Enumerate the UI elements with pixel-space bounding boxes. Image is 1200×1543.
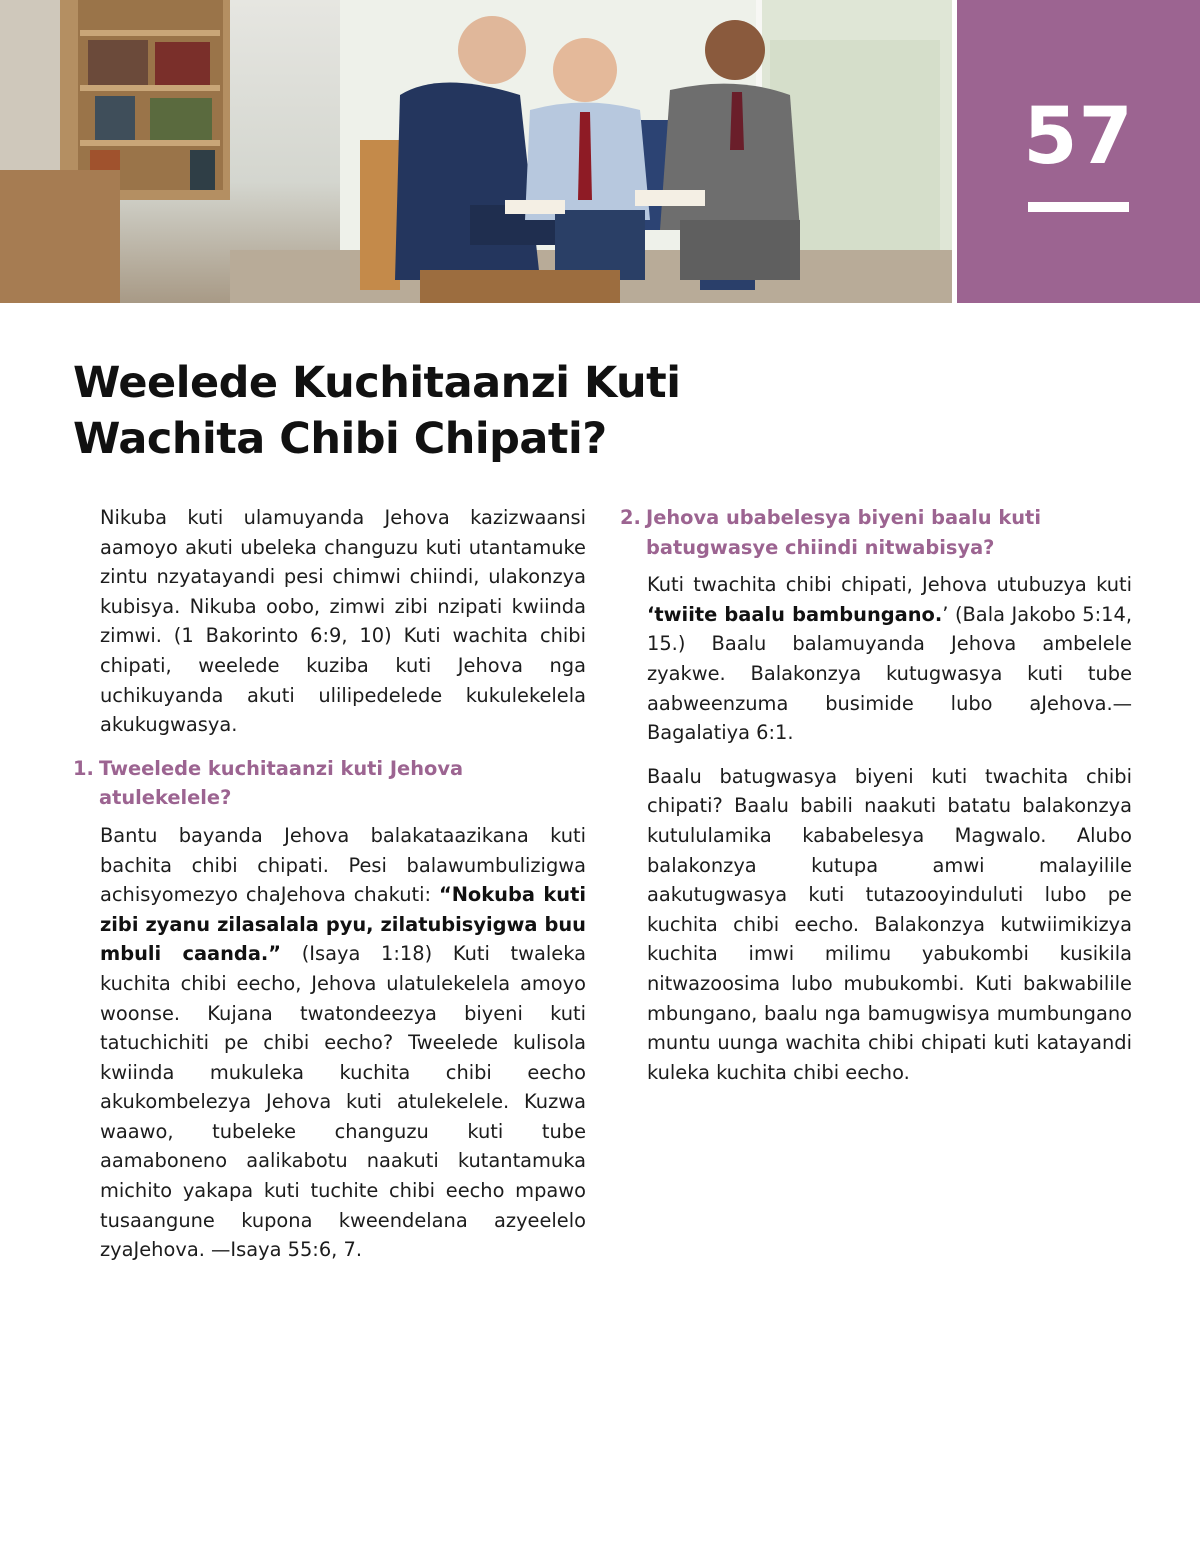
left-column [73,503,586,1279]
header-photo [0,0,952,303]
lesson-number: 57 [1023,92,1134,182]
title-line-2: Wachita Chibi Chipati? [73,414,607,464]
title-line-1: Weelede Kuchitaanzi Kuti [73,358,681,408]
section-2-quote: ‘twiite baalu bambungano. [647,602,943,626]
section-1-quote: “Nokuba kuti zibi zyanu zilasalala pyu, zilatubisyigwa buu mbuli caanda.” [100,883,587,966]
section-2-paragraph-1 [620,570,1132,748]
section-1-paragraph [73,821,586,1265]
section-2-paragraph-2: Baalu batugwasya biyeni kuti twachita chibi chipati? Baalu babili naakuti batatu balakonzya kutululamika kababelesya Magwalo. Alubo balakonzya kutupa amwi malayilile aakutugwasya kuti tutazooyinduluti lubo pe kuchita chibi eecho. Balakonzya kutwiimikizya kuchita imwi milimu yabukombi kusikila nitwazoosima lubo mubukombi. Kuti bakwabilile mbungano, baalu nga bamugwisya mumbungano muntu uunga wachita chibi chipati kuti katayandi kuleka kuchita chibi eecho. [647,764,1132,1084]
meeting-photo [0,0,952,303]
section-2-text-after: ’ (Bala Jakobo 5:14, 15.) Baalu balamuyanda Jehova ambelele zyakwe. Balakonzya kutugwasya kuti tube aabweenzuma busimide lubo aJehova.—Bagalatiya 6:1. [647,602,1132,745]
header [0,0,1200,303]
lesson-badge [957,0,1200,303]
badge-underline [1028,202,1129,212]
section-1-question [73,754,586,813]
section-1-number: 1. [73,756,94,780]
section-1-text-before: Bantu bayanda Jehova balakataazikana kuti bachita chibi chipati. Pesi balawumbulizigwa achisyomezyo chaJehova chakuti: [100,823,586,907]
section-2-number: 2. [620,506,641,529]
section-1-text-after: (Isaya 1:18) Kuti twaleka kuchita chibi eecho, Jehova ulatulekelela amoyo woonse. Kujana twatondeezya biyeni kuti tatuchichiti pe chibi eecho? Tweelede kulisola kwiinda mukuleka kuchita chibi eecho akukombelezya Jehova kuti atulekelele. Kuzwa waawo, tubeleke changuzu kuti tube aamaboneno aalikabotu naakuti kutantamuka michito yakapa kuti tuchite chibi eecho mpawo tusaangune kupona kweendelana azyeelelo zyaJehova. —Isaya 55:6, 7. [100,942,586,1262]
section-2-text-before: Kuti twachita chibi chipati, Jehova utubuzya kuti [647,573,1132,597]
right-column [620,503,1132,1101]
section-2-question [620,503,1132,562]
intro-paragraph: Nikuba kuti ulamuyanda Jehova kazizwaansi aamoyo akuti ubeleka changuzu kuti utantamuke zintu nzyatayandi pesi chimwi chiindi, ulakonzya kubisya. Nikuba oobo, zimwi zibi nzipati kwiinda zimwi. (1 Bakorinto 6:9, 10) Kuti wachita chibi chipati, weelede kuziba kuti Jehova nga uchikuyanda akuti ulilipedelede kukulekelela akukugwasya. [100,506,586,737]
section-2-question-text: Jehova ubabelesya biyeni baalu kuti batugwasye chiindi nitwabisya? [646,506,1041,559]
section-1-question-text: Tweelede kuchitaanzi kuti Jehova atulekelele? [99,756,464,810]
page-title [73,355,873,467]
